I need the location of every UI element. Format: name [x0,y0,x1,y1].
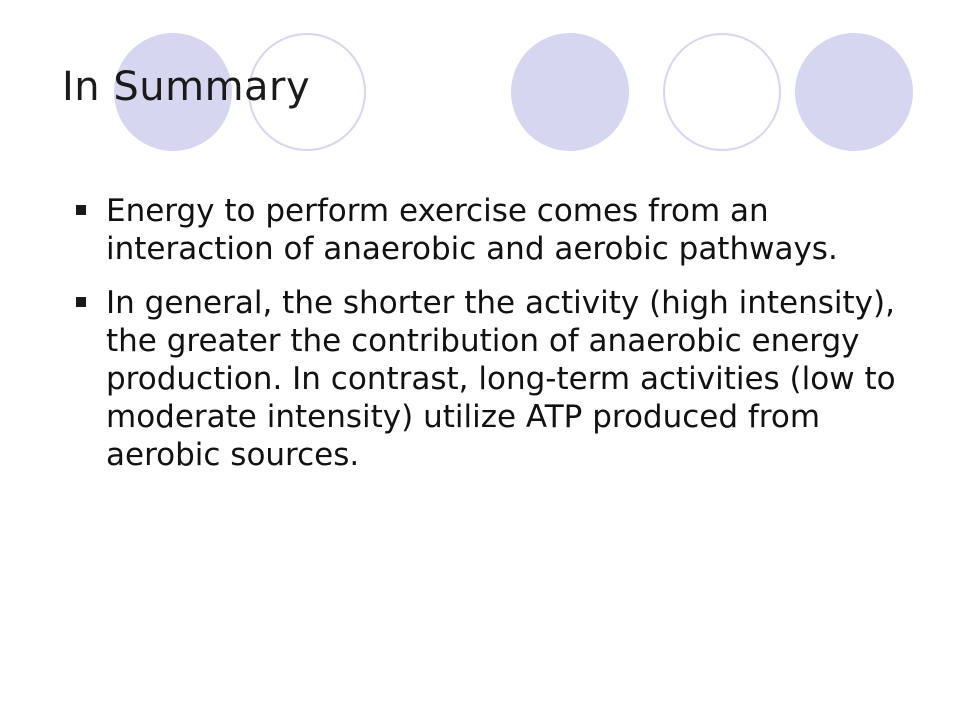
slide-title: In Summary [62,64,311,110]
bullet-item [72,284,912,474]
square-bullet-icon [76,297,86,307]
bullet-text: Energy to perform exercise comes from an interaction of anaerobic and aerobic pathways. [106,193,838,267]
decorative-circle-filled [511,33,629,151]
square-bullet-icon [76,205,86,215]
bullet-item [72,192,912,268]
bullet-text: In general, the shorter the activity (high intensity), the greater the contribution of anaerobic energy production. In contrast, long-term activities (low to moderate intensity) utilize ATP produced from aerobic sources. [106,285,896,473]
decorative-circle-outline [663,33,781,151]
decorative-circle-filled [795,33,913,151]
bullet-list [72,192,912,490]
